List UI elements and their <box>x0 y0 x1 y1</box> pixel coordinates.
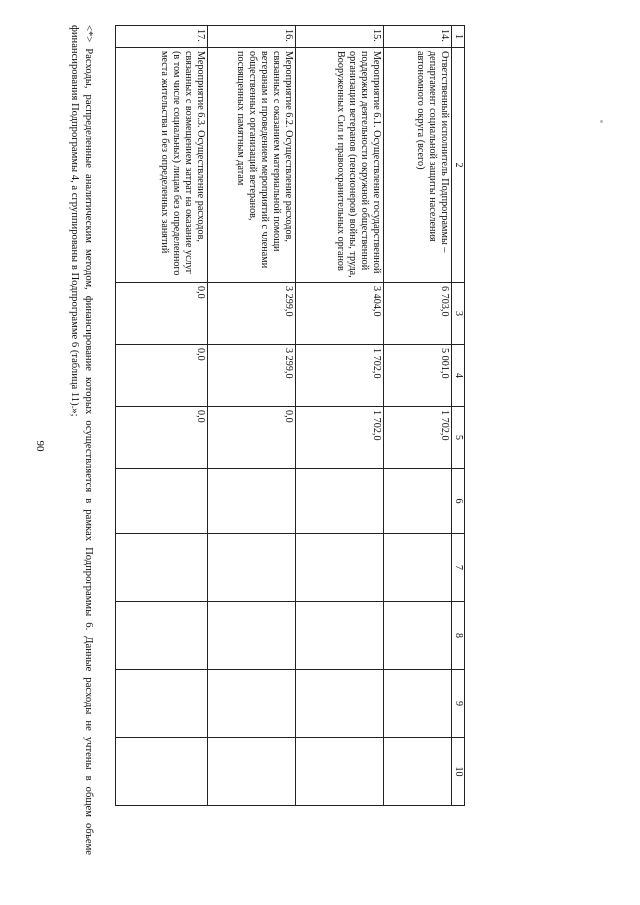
cell-value: 3 404,0 <box>296 283 384 345</box>
cell-value <box>116 738 208 806</box>
row-number: 14. <box>384 26 452 48</box>
cell-value <box>384 534 452 602</box>
cell-value: 3 299,0 <box>208 345 296 407</box>
cell-value <box>208 602 296 670</box>
table-row <box>296 26 384 806</box>
cell-value <box>384 469 452 534</box>
cell-value <box>384 602 452 670</box>
cell-value <box>208 469 296 534</box>
header-row <box>452 26 465 806</box>
row-name: Мероприятие 6.3. Осуществление расходов, связанных с возмещением затрат на оказание услуг (в том числе социальных) лицам без определенного места жительства и без определенных занятий <box>116 48 208 283</box>
col-header: 6 <box>452 469 465 534</box>
cell-value <box>296 602 384 670</box>
col-header: 8 <box>452 602 465 670</box>
col-header: 2 <box>452 48 465 283</box>
cell-value: 1 702,0 <box>384 407 452 469</box>
col-header: 4 <box>452 345 465 407</box>
cell-value: 0,0 <box>116 283 208 345</box>
cell-value: 3 299,0 <box>208 283 296 345</box>
cell-value <box>296 738 384 806</box>
cell-value <box>384 738 452 806</box>
row-name: Мероприятие 6.2. Осуществление расходов, связанных с оказанием материальной помощи ветеранам и проведением мероприятий с членами общественных организаций ветеранов, посвященных памятным датам <box>208 48 296 283</box>
cell-value <box>208 670 296 738</box>
financing-table <box>115 25 465 806</box>
page-number: 90 <box>34 440 46 452</box>
cell-value <box>116 670 208 738</box>
cell-value <box>116 602 208 670</box>
cell-value: 5 001,0 <box>384 345 452 407</box>
row-name: Ответственный исполнитель Подпрограммы – департамент социальной защиты населения автономного округа (всего) <box>384 48 452 283</box>
table-row <box>208 26 296 806</box>
cell-value <box>296 670 384 738</box>
cell-value <box>116 469 208 534</box>
row-number: 15. <box>296 26 384 48</box>
table-row <box>116 26 208 806</box>
scan-speck <box>600 120 603 123</box>
col-header: 10 <box>452 738 465 806</box>
cell-value <box>116 534 208 602</box>
row-number: 17. <box>116 26 208 48</box>
cell-value <box>384 670 452 738</box>
row-name: Мероприятие 6.1. Осуществление государственной поддержки деятельности окружной общественной организации ветеранов (пенсионеров) войны, труда, Вооруженных Сил и правоохранительных органов <box>296 48 384 283</box>
col-header: 1 <box>452 26 465 48</box>
col-header: 5 <box>452 407 465 469</box>
col-header: 9 <box>452 670 465 738</box>
cell-value: 1 702,0 <box>296 407 384 469</box>
cell-value <box>296 534 384 602</box>
cell-value <box>208 534 296 602</box>
footnote: <*> Расходы, распределенные аналитическим методом, финансирование которых осуществляется в рамках Подпрограммы 6. Данные расходы не учтены в общем объеме финансирования Подпрограммы 4, а сгруппированы в Подпрограмме 6 (таблица 11).»; <box>68 25 94 855</box>
cell-value: 0,0 <box>116 407 208 469</box>
cell-value: 1 702,0 <box>296 345 384 407</box>
table-row <box>384 26 452 806</box>
cell-value: 0,0 <box>208 407 296 469</box>
cell-value: 6 703,0 <box>384 283 452 345</box>
col-header: 7 <box>452 534 465 602</box>
cell-value <box>208 738 296 806</box>
col-header: 3 <box>452 283 465 345</box>
row-number: 16. <box>208 26 296 48</box>
rotated-sheet <box>45 25 465 885</box>
cell-value: 0,0 <box>116 345 208 407</box>
cell-value <box>296 469 384 534</box>
